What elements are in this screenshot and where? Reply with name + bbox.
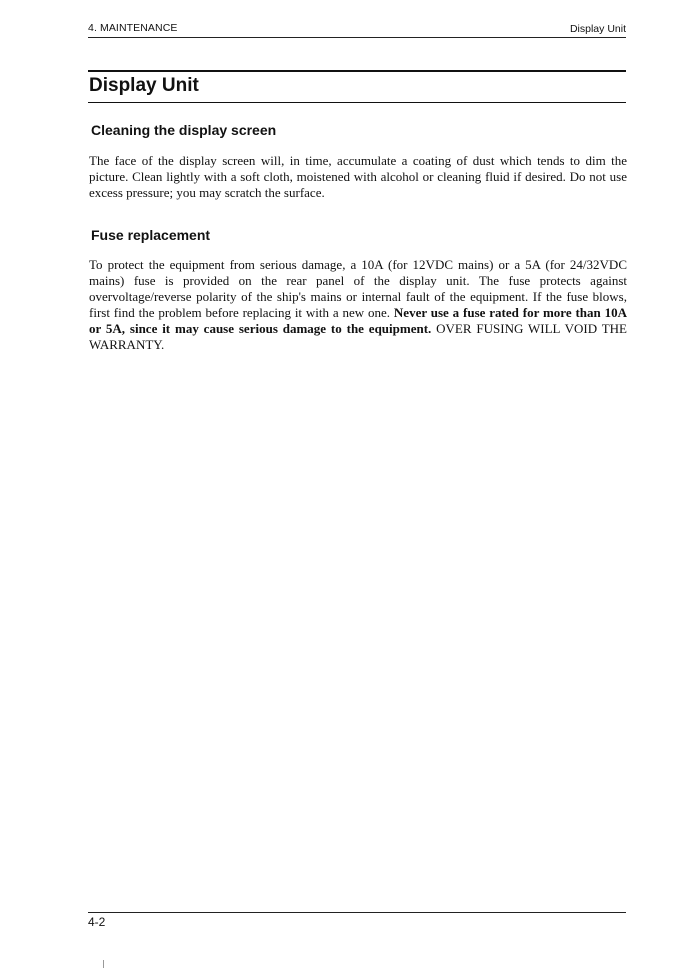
fuse-text-intro: To protect the equipment from serious damage, a 10A (for 12VDC mains) or a 5A (for 24/32VDC mains) fuse is provided on the rear panel of the display unit. The fuse protects against overvoltage/reverse polarity of the ship's mains or internal fault of the equipment. If the fuse blows, first find the problem before replacing it with a new one.: [89, 257, 627, 320]
header-chapter: Display Unit: [569, 23, 626, 35]
scan-mark: [103, 960, 104, 968]
section-heading-fuse: Fuse replacement: [91, 227, 211, 243]
header-section: 4. MAINTENANCE: [88, 22, 178, 34]
footer-rule: [88, 912, 626, 913]
page-title: Display Unit: [89, 75, 199, 96]
title-block: [88, 70, 626, 103]
fuse-text-warranty: OVER FUSING WILL VOID THE WARRANTY.: [89, 321, 627, 352]
fuse-warning-bold: Never use a fuse rated for more than 10A or 5A, since it may cause serious damage to the equipment.: [89, 305, 628, 336]
running-header: [88, 19, 626, 38]
section-heading-cleaning: Cleaning the display screen: [91, 122, 277, 138]
page-number: 4-2: [88, 915, 106, 929]
section-body-fuse: [89, 257, 627, 353]
section-body-cleaning: The face of the display screen will, in time, accumulate a coating of dust which tends to dim the picture. Clean lightly with a soft cloth, moistened with alcohol or cleaning fluid if desired. Do not use excess pressure; you may scratch the surface.: [89, 153, 627, 200]
